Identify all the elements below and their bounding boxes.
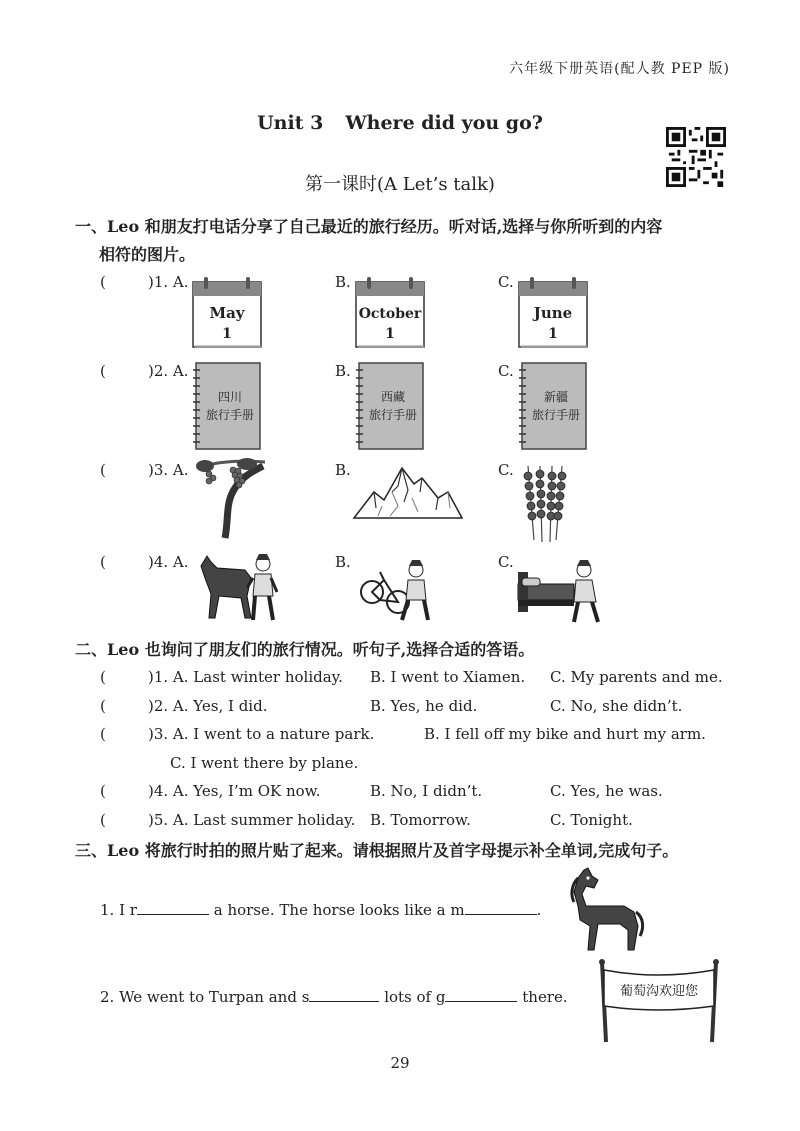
s2-q3-a: )3. A. I went to a nature park. (148, 725, 375, 743)
guidebook-line-2: 旅行手册 (205, 408, 254, 422)
horse-image (564, 866, 646, 952)
s3-s1-part2: a horse. The horse looks like a m (213, 901, 465, 919)
s3-s2-part2: lots of g (384, 988, 446, 1006)
unit-label: Unit 3 (257, 112, 324, 134)
s2-q5-c: C. Tonight. (550, 811, 633, 829)
section-3-instruction (75, 837, 745, 865)
s3-s2-blank-2[interactable] (445, 987, 517, 1002)
s2-q2-c: C. No, she didn’t. (550, 697, 683, 715)
option-c-label: C. (498, 273, 514, 291)
s2-q4-b: B. No, I didn’t. (370, 782, 483, 800)
banner-icon (592, 956, 726, 1044)
s2-q3 (100, 725, 374, 743)
option-c-label: C. (498, 362, 514, 380)
calendar-month: June (533, 304, 573, 322)
calendar-month: October (358, 306, 422, 322)
guidebook-line-2: 旅行手册 (368, 408, 417, 422)
s3-s2-blank-1[interactable] (309, 987, 379, 1002)
section-2-text: Leo 也询问了朋友们的旅行情况。听句子,选择合适的答语。 (107, 640, 535, 659)
guidebook-tibet[interactable] (355, 362, 425, 454)
option-b-label: B. (335, 362, 351, 380)
kebab-skewers-image[interactable] (518, 464, 568, 544)
calendar-october[interactable] (355, 276, 425, 352)
boy-with-bed-image[interactable] (516, 554, 608, 624)
boy-with-bike-image[interactable] (358, 552, 434, 624)
q3-text: )3. A. (148, 461, 189, 479)
calendar-month: May (209, 304, 245, 322)
s1-q2-label (100, 362, 189, 380)
calendar-june[interactable] (518, 276, 588, 352)
s3-sentence-2 (100, 987, 568, 1006)
s1-q4-label (100, 553, 189, 571)
s2-q2-b: B. Yes, he did. (370, 697, 478, 715)
option-c-label: C. (498, 553, 514, 571)
guidebook-sichuan[interactable] (192, 362, 262, 454)
section-1-number: 一、 (75, 217, 108, 236)
grape-vine-image[interactable] (195, 458, 267, 540)
s2-q3-c: C. I went there by plane. (170, 754, 359, 772)
answer-paren[interactable]: ( (100, 461, 106, 479)
guidebook-label (361, 388, 425, 424)
s2-q1 (100, 668, 343, 686)
answer-paren[interactable]: ( (100, 782, 106, 800)
s2-q5-a: )5. A. Last summer holiday. (148, 811, 356, 829)
guidebook-line-2: 旅行手册 (531, 408, 580, 422)
s3-s1-blank-2[interactable] (465, 900, 537, 915)
answer-paren[interactable]: ( (100, 811, 106, 829)
s2-q5-b: B. Tomorrow. (370, 811, 471, 829)
guidebook-line-1: 四川 (217, 390, 242, 404)
section-1-instruction (75, 213, 735, 269)
s2-q1-a: )1. A. Last winter holiday. (148, 668, 343, 686)
option-c-label: C. (498, 461, 514, 479)
welcome-banner (592, 956, 726, 1044)
option-b-label: B. (335, 553, 351, 571)
guidebook-label (198, 388, 262, 424)
s2-q2-a: )2. A. Yes, I did. (148, 697, 268, 715)
option-b-label: B. (335, 461, 351, 479)
answer-paren[interactable]: ( (100, 273, 106, 291)
option-b-label: B. (335, 273, 351, 291)
s3-s1-part3: . (536, 901, 542, 919)
section-2-number: 二、 (75, 640, 108, 659)
q2-text: )2. A. (148, 362, 189, 380)
q1-text: )1. A. (148, 273, 189, 291)
s2-q1-b: B. I went to Xiamen. (370, 668, 526, 686)
answer-paren[interactable]: ( (100, 553, 106, 571)
section-1-text: Leo 和朋友打电话分享了自己最近的旅行经历。听对话,选择与你所听到的内容 (107, 217, 663, 236)
guidebook-line-1: 新疆 (543, 390, 568, 404)
s3-s2-part3: there. (522, 988, 568, 1006)
book-header: 六年级下册英语(配人教 PEP 版) (509, 61, 730, 77)
calendar-day: 1 (385, 326, 395, 342)
section-1-text-2: 相符的图片。 (99, 245, 196, 264)
lesson-subtitle: 第一课时(A Let’s talk) (305, 174, 495, 195)
banner-text: 葡萄沟欢迎您 (619, 984, 698, 999)
answer-paren[interactable]: ( (100, 668, 106, 686)
s1-q3-label (100, 461, 189, 479)
s2-q1-c: C. My parents and me. (550, 668, 723, 686)
guidebook-line-1: 西藏 (380, 390, 405, 404)
guidebook-label (524, 388, 588, 424)
section-3-text: Leo 将旅行时拍的照片贴了起来。请根据照片及首字母提示补全单词,完成句子。 (107, 841, 679, 860)
section-2-instruction (75, 636, 735, 664)
calendar-may[interactable] (192, 276, 262, 352)
page-number: 29 (390, 1054, 410, 1072)
s1-q1-label (100, 273, 189, 291)
s2-q5 (100, 811, 355, 829)
calendar-day: 1 (548, 326, 558, 342)
section-3-number: 三、 (75, 841, 108, 860)
s2-q4 (100, 782, 321, 800)
s3-s2-part1: 2. We went to Turpan and s (100, 988, 310, 1006)
s3-s1-blank-1[interactable] (137, 900, 209, 915)
unit-title: Where did you go? (345, 112, 543, 134)
s2-q2 (100, 697, 267, 715)
guidebook-xinjiang[interactable] (518, 362, 588, 454)
s3-s1-part1: 1. I r (100, 901, 137, 919)
boy-with-horse-image[interactable] (195, 548, 281, 624)
q4-text: )4. A. (148, 553, 189, 571)
s2-q4-a: )4. A. Yes, I’m OK now. (148, 782, 321, 800)
answer-paren[interactable]: ( (100, 725, 106, 743)
s2-q3-b: B. I fell off my bike and hurt my arm. (424, 725, 706, 743)
mountains-image[interactable] (352, 462, 464, 522)
s3-sentence-1 (100, 900, 541, 919)
answer-paren[interactable]: ( (100, 697, 106, 715)
calendar-day: 1 (222, 326, 232, 342)
s2-q4-c: C. Yes, he was. (550, 782, 663, 800)
answer-paren[interactable]: ( (100, 362, 106, 380)
